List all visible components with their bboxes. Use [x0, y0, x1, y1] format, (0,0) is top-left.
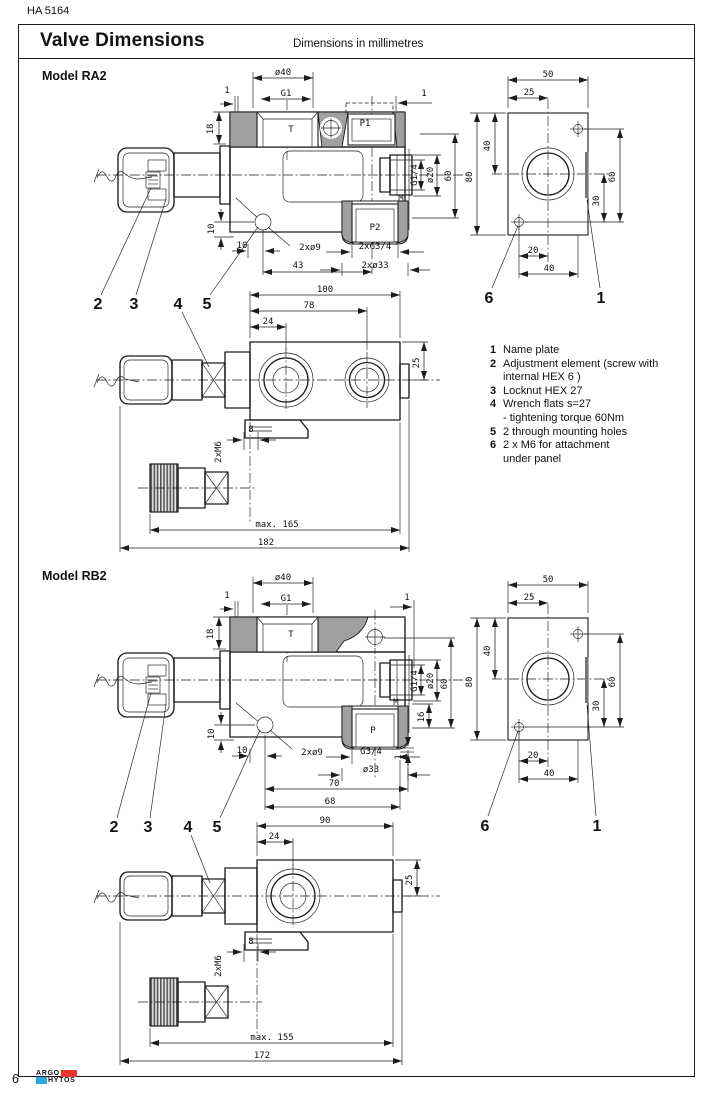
- legend-item: 3 Locknut HEX 27: [490, 384, 583, 397]
- rb2-side-view: [94, 816, 440, 1065]
- callout-legend: [490, 344, 682, 466]
- svg-text:24: 24: [262, 317, 274, 327]
- svg-text:ø40: ø40: [274, 68, 292, 78]
- callout-3: 3: [143, 819, 153, 836]
- svg-text:60: 60: [608, 676, 618, 688]
- svg-text:M: M: [393, 698, 399, 708]
- svg-text:10: 10: [236, 746, 248, 756]
- svg-text:2xM6: 2xM6: [214, 955, 224, 977]
- svg-text:2xø33: 2xø33: [361, 261, 389, 271]
- svg-text:8: 8: [248, 425, 254, 435]
- callout-1: 1: [592, 818, 602, 835]
- svg-text:30: 30: [592, 700, 602, 712]
- svg-text:1: 1: [224, 591, 230, 601]
- ra2-side-view: [94, 285, 440, 552]
- svg-text:G3/4: G3/4: [360, 747, 382, 757]
- ra2-flange-view: [465, 70, 624, 307]
- solenoid-coil: [174, 658, 220, 702]
- callout-4: 4: [183, 819, 193, 836]
- svg-text:T: T: [288, 125, 294, 135]
- mounting-tab: [245, 420, 308, 438]
- svg-text:20: 20: [527, 751, 539, 761]
- svg-text:max. 155: max. 155: [250, 1033, 294, 1043]
- legend-item: 6 2 x M6 for attachment under panel: [490, 439, 610, 465]
- terminal-block: [148, 160, 166, 171]
- svg-text:1: 1: [394, 754, 404, 760]
- svg-text:182: 182: [257, 538, 275, 548]
- svg-text:80: 80: [465, 676, 475, 688]
- ra2-front-dimensions: [206, 68, 459, 276]
- svg-text:78: 78: [303, 301, 315, 311]
- svg-text:50: 50: [542, 70, 554, 80]
- svg-text:20: 20: [527, 246, 539, 256]
- legend-item: 1 Name plate: [490, 344, 560, 356]
- cable-wire: [97, 377, 139, 386]
- svg-text:P: P: [370, 726, 376, 736]
- svg-text:18: 18: [206, 628, 216, 640]
- svg-text:G1: G1: [280, 89, 292, 99]
- svg-text:G1/4: G1/4: [410, 670, 420, 692]
- callout-3: 3: [129, 296, 139, 313]
- brand-hytos: HYTOS: [48, 1077, 76, 1084]
- callout-2: 2: [109, 819, 119, 836]
- svg-text:30: 30: [592, 195, 602, 207]
- svg-text:2xM6: 2xM6: [214, 441, 224, 463]
- callout-4: 4: [173, 296, 183, 313]
- svg-text:P1: P1: [359, 119, 371, 129]
- rb2-callouts: [110, 693, 260, 883]
- legend-item: 5 2 through mounting holes: [490, 425, 628, 438]
- svg-text:ø40: ø40: [274, 573, 292, 583]
- svg-text:40: 40: [483, 140, 493, 152]
- svg-text:43: 43: [292, 261, 304, 271]
- svg-text:G1: G1: [280, 594, 292, 604]
- callout-5: 5: [212, 819, 222, 836]
- callout-1: 1: [596, 290, 606, 307]
- ra2-callouts: [94, 188, 258, 367]
- name-plate: [585, 657, 589, 703]
- callout-2: 2: [93, 296, 103, 313]
- units-note: Dimensions in millimetres: [293, 38, 424, 50]
- svg-text:40: 40: [543, 769, 555, 779]
- svg-text:2xG3/4: 2xG3/4: [358, 242, 392, 252]
- svg-text:60: 60: [444, 170, 454, 182]
- model-rb2-heading: Model RB2: [42, 569, 107, 583]
- svg-text:25: 25: [523, 593, 535, 603]
- svg-text:ø20: ø20: [426, 166, 436, 184]
- svg-text:2xø9: 2xø9: [301, 748, 323, 758]
- svg-text:8: 8: [248, 937, 254, 947]
- svg-text:16: 16: [417, 711, 427, 723]
- svg-text:1: 1: [404, 593, 410, 603]
- rb2-flange-view: [465, 575, 624, 835]
- callout-6: 6: [480, 818, 490, 835]
- svg-text:60: 60: [440, 678, 450, 690]
- logo-red-block: [61, 1070, 77, 1077]
- page-number: 6: [12, 1072, 19, 1086]
- svg-text:172: 172: [253, 1051, 271, 1061]
- brand-argo: ARGO: [36, 1070, 60, 1077]
- svg-text:60: 60: [608, 171, 618, 183]
- svg-text:18: 18: [206, 123, 216, 135]
- svg-text:68: 68: [324, 797, 336, 807]
- svg-text:25: 25: [405, 874, 415, 886]
- cable-wire: [97, 172, 152, 181]
- svg-text:ø20: ø20: [426, 672, 436, 690]
- callout-6: 6: [484, 290, 494, 307]
- mounting-tab: [245, 932, 308, 950]
- svg-text:24: 24: [268, 832, 280, 842]
- cable-wire: [97, 893, 139, 902]
- svg-text:ø33: ø33: [362, 765, 380, 775]
- logo-blue-block: [36, 1077, 47, 1084]
- rb2-side-dimensions: [120, 816, 421, 1065]
- solenoid-coil: [174, 153, 220, 197]
- document-number: HA 5164: [27, 5, 70, 17]
- svg-text:M: M: [398, 194, 404, 204]
- model-ra2-heading: Model RA2: [42, 69, 107, 83]
- svg-text:P2: P2: [369, 223, 381, 233]
- svg-text:70: 70: [328, 779, 340, 789]
- svg-text:max. 165: max. 165: [255, 520, 299, 530]
- svg-text:10: 10: [207, 728, 217, 740]
- svg-text:10: 10: [236, 241, 248, 251]
- svg-text:1: 1: [224, 86, 230, 96]
- name-plate: [585, 152, 589, 198]
- argo-hytos-logo: [36, 1070, 77, 1084]
- svg-text:10: 10: [207, 223, 217, 235]
- valve-body-top: [250, 342, 400, 420]
- svg-text:90: 90: [319, 816, 331, 826]
- svg-text:G1/4: G1/4: [410, 164, 420, 186]
- legend-item: 2 Adjustment element (screw with internal HEX 6 ): [490, 357, 659, 384]
- ra2-front-view: [94, 68, 470, 276]
- terminal-block: [148, 665, 166, 676]
- legend-item: 4 Wrench flats s=27 - tightening torque 60Nm: [490, 398, 625, 424]
- callout-5: 5: [202, 296, 212, 313]
- svg-text:25: 25: [523, 88, 535, 98]
- svg-text:25: 25: [412, 357, 422, 369]
- svg-text:40: 40: [483, 645, 493, 657]
- rb2-front-view: [94, 573, 470, 810]
- svg-text:80: 80: [465, 171, 475, 183]
- page-title: Valve Dimensions: [40, 30, 205, 51]
- svg-text:40: 40: [543, 264, 555, 274]
- cable-wire: [97, 677, 152, 686]
- svg-text:T: T: [288, 630, 294, 640]
- svg-text:100: 100: [316, 285, 334, 295]
- svg-text:2xø9: 2xø9: [299, 243, 321, 253]
- rb2-front-dimensions: [206, 573, 455, 810]
- svg-text:50: 50: [542, 575, 554, 585]
- svg-text:1: 1: [421, 89, 427, 99]
